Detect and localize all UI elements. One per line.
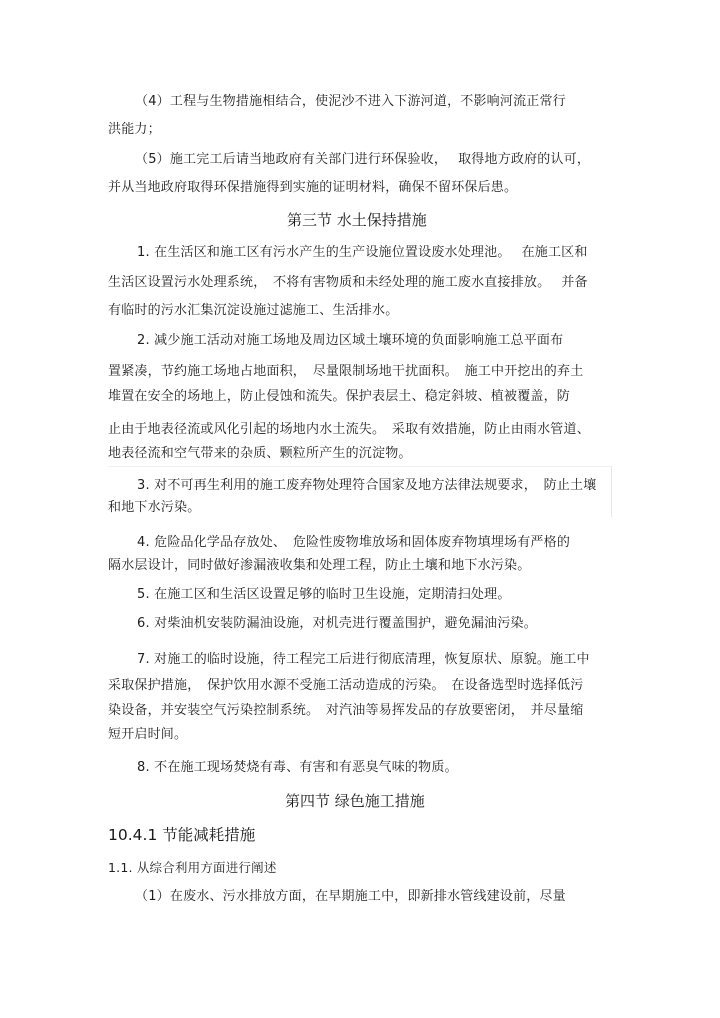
section-heading: 第三节 水土保持措施 — [287, 211, 427, 229]
paragraph-line: 堆置在安全的场地上，防止侵蚀和流失。保护表层土、稳定斜坡、植被覆盖，防 — [108, 389, 571, 404]
paragraph-line: 洪能力； — [108, 122, 161, 137]
paragraph-line: （4）工程与生物措施相结合，使泥沙不进入下游河道，不影响河流正常行 — [135, 94, 566, 109]
paragraph-line: 短开启时间。 — [108, 727, 188, 742]
paragraph-line: 7. 对施工的临时设施，待工程完工后进行彻底清理，恢复原状、原貌。施工中 — [137, 652, 590, 667]
paragraph-line: 地表径流和空气带来的杂质、颗粒所产生的沉淀物。 — [108, 446, 412, 461]
paragraph-line: 采取保护措施， 保护饮用水源不受施工活动造成的污染。 在设备选型时选择低污 — [108, 678, 584, 693]
paragraph-line: 1. 在生活区和施工区有污水产生的生产设施位置设废水处理池。 在施工区和 — [137, 245, 588, 260]
paragraph-line: 并从当地政府取得环保措施得到实施的证明材料，确保不留环保后患。 — [108, 180, 518, 195]
paragraph-line: 2. 减少施工活动对施工场地及周边区域土壤环境的负面影响施工总平面布 — [137, 333, 564, 348]
section-heading: 第四节 绿色施工措施 — [285, 792, 425, 810]
paragraph-line: 止由于地表径流或风化引起的场地内水土流失。 采取有效措施，防止由雨水管道、 — [108, 422, 590, 437]
paragraph-line: 生活区设置污水处理系统， 不将有害物质和未经处理的施工废水直接排放。 并备 — [108, 275, 588, 290]
paragraph-line: 6. 对柴油机安装防漏油设施，对机壳进行覆盖围护，避免漏油污染。 — [137, 616, 537, 631]
paragraph-line: （5）施工完工后请当地政府有关部门进行环保验收， 取得地方政府的认可， — [135, 152, 591, 167]
paragraph-line: 8. 不在施工现场焚烧有毒、有害和有恶臭气味的物质。 — [137, 760, 458, 775]
paragraph-line: 3. 对不可再生利用的施工废弃物处理符合国家及地方法律法规要求， 防止土壤 — [137, 478, 597, 493]
paragraph-line: 有临时的污水汇集沉淀设施过滤施工、生活排水。 — [108, 303, 399, 318]
paragraph-line: 隔水层设计，同时做好渗漏液收集和处理工程，防止土壤和地下水污染。 — [108, 558, 531, 573]
item-heading: 1.1. 从综合利用方面进行阐述 — [108, 860, 277, 875]
paragraph-line: 染设备，并安装空气污染控制系统。 对汽油等易挥发品的存放要密闭， 并尽量缩 — [108, 703, 584, 718]
paragraph-line: （1）在废水、污水排放方面，在早期施工中，即新排水管线建设前，尽量 — [135, 889, 566, 904]
paragraph-line: 置紧凑，节约施工场地占地面积， 尽量限制场地干扰面积。 施工中开挖出的弃土 — [108, 364, 584, 379]
paragraph-line: 5. 在施工区和生活区设置足够的临时卫生设施，定期清扫处理。 — [137, 587, 511, 602]
subsection-heading: 10.4.1 节能减耗措施 — [108, 826, 256, 844]
paragraph-line: 4. 危险品化学品存放处、 危险性废物堆放场和固体废弃物填埋场有严格的 — [137, 535, 571, 550]
paragraph-line: 和地下水污染。 — [108, 500, 201, 515]
